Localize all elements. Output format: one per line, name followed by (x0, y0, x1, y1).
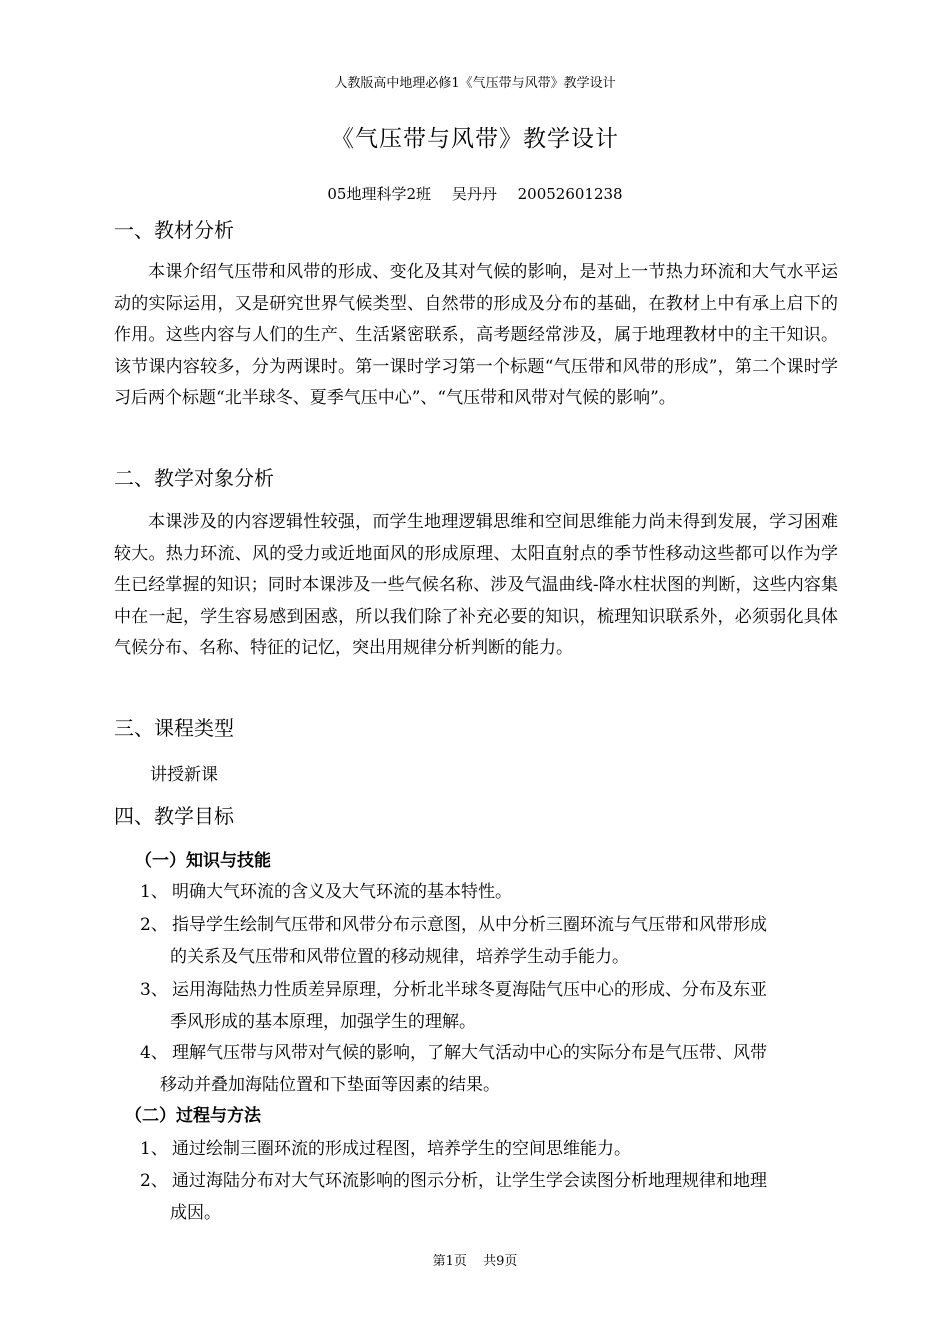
author-line (0, 183, 950, 204)
list-item-text: 通过海陆分布对大气环流影响的图示分析，让学生学会读图分析地理规律和地理 (172, 1171, 767, 1191)
section-body-3: 讲授新课 (150, 765, 218, 785)
list-item-text: 运用海陆热力性质差异原理，分析北半球冬夏海陆气压中心的形成、分布及东亚 (172, 980, 767, 1000)
section-heading-1: 一、教材分析 (114, 218, 234, 242)
list-item (140, 909, 840, 973)
list-item (140, 1133, 840, 1165)
list-item-text: 明确大气环流的含义及大气环流的基本特性。 (172, 882, 512, 902)
list-item-continuation: 成因。 (170, 1203, 221, 1223)
list-item-number: 2、 (140, 1171, 168, 1191)
list-item-continuation: 移动并叠加海陆位置和下垫面等因素的结果。 (160, 1075, 500, 1095)
list-item-number: 2、 (140, 915, 168, 935)
list-item (140, 1037, 840, 1101)
list-item-number: 3、 (140, 980, 168, 1000)
list-item (140, 974, 840, 1038)
subsection-heading-2: （二）过程与方法 (125, 1106, 261, 1126)
author-id: 20052601238 (517, 185, 623, 203)
list-item-number: 1、 (140, 1139, 168, 1159)
list-item (140, 1165, 840, 1229)
section-body-1: 本课介绍气压带和风带的形成、变化及其对气候的影响，是对上一节热力环流和大气水平运动的实际运用，又是研究世界气候类型、自然带的形成及分布的基础，在教材上中有承上启下的作用。这些内容与人们的生产、生活紧密联系，高考题经常涉及，属于地理教材中的主干知识。该节课内容较多，分为两课时。第一课时学习第一个标题“气压带和风带的形成”，第二个课时学习后两个标题“北半球冬、夏季气压中心”、“气压带和风带对气候的影响”。 (114, 262, 838, 408)
subsection-heading-1: （一）知识与技能 (135, 851, 271, 871)
list-item-number: 1、 (140, 882, 168, 902)
page-footer (0, 1250, 950, 1269)
list-item-text: 通过绘制三圈环流的形成过程图，培养学生的空间思维能力。 (172, 1139, 631, 1159)
page-title: 《气压带与风带》教学设计 (331, 126, 619, 152)
page-total: 共9页 (483, 1254, 518, 1269)
page-number: 第1页 (432, 1254, 467, 1269)
running-header: 人教版高中地理必修1《气压带与风带》教学设计 (334, 76, 616, 91)
list-item-text: 指导学生绘制气压带和风带分布示意图，从中分析三圈环流与气压带和风带形成 (172, 915, 767, 935)
section-body-2: 本课涉及的内容逻辑性较强，而学生地理逻辑思维和空间思维能力尚未得到发展，学习困难较大。热力环流、风的受力或近地面风的形成原理、太阳直射点的季节性移动这些都可以作为学生已经掌握的知识；同时本课涉及一些气候名称、涉及气温曲线-降水柱状图的判断，这些内容集中在一起，学生容易感到困惑，所以我们除了补充必要的知识，梳理知识联系外，必须弱化具体气候分布、名称、特征的记忆，突出用规律分析判断的能力。 (114, 512, 838, 658)
author-name: 吴丹丹 (451, 185, 497, 203)
list-item-text: 理解气压带与风带对气候的影响，了解大气活动中心的实际分布是气压带、风带 (172, 1043, 767, 1063)
section-heading-4: 四、教学目标 (114, 804, 234, 828)
list-item-continuation: 季风形成的基本原理，加强学生的理解。 (170, 1012, 476, 1032)
section-heading-3: 三、课程类型 (114, 716, 234, 740)
list-item (140, 876, 840, 908)
author-class: 05地理科学2班 (327, 185, 432, 203)
list-item-number: 4、 (140, 1043, 168, 1063)
section-heading-2: 二、教学对象分析 (114, 466, 274, 490)
list-item-continuation: 的关系及气压带和风带位置的移动规律，培养学生动手能力。 (170, 947, 629, 967)
